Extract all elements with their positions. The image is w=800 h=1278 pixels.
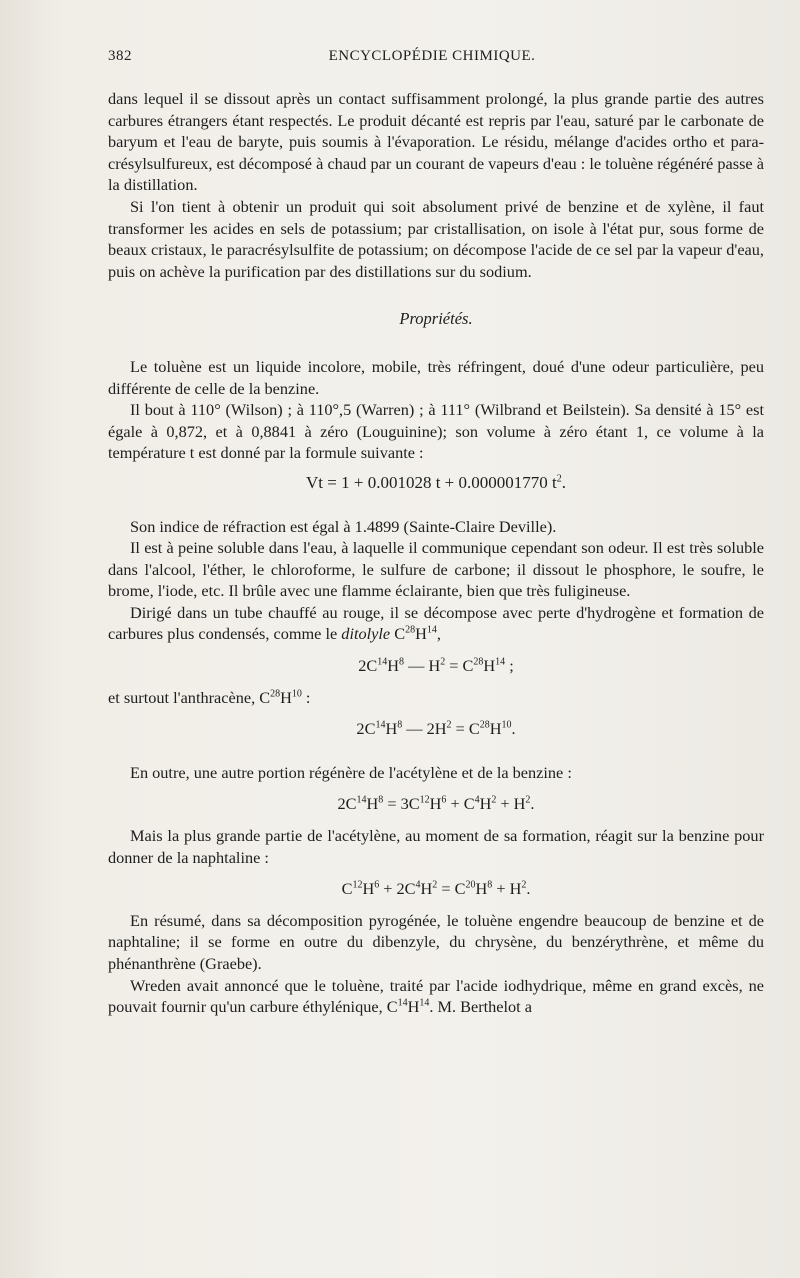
page-body bbox=[108, 88, 764, 1018]
paragraph-naphtaline: Mais la plus grande partie de l'acétylène, au moment de sa formation, réagit sur la benzine pour donner de la naphtaline : bbox=[108, 826, 764, 867]
page-number: 382 bbox=[108, 48, 132, 64]
formula-acetylene: $2C^{14}H^8 = 3C^{12}H^6 + C^4H^2 + H^2$. bbox=[337, 794, 535, 814]
formula-anthracene: $2C^{14}H^8$ — $2H^2 = C^{28}H^{10}$. bbox=[356, 719, 516, 739]
running-title: ENCYCLOPÉDIE CHIMIQUE. bbox=[328, 48, 536, 64]
paragraph-decomposition: Dirigé dans un tube chauffé au rouge, il se décompose avec perte d'hydrogène et formation de carbures plus condensés, comme le ditolyle $C^{28}H^{14}$, bbox=[108, 602, 764, 644]
paragraph-wreden: Wreden avait annoncé que le toluène, traité par l'acide iodhydrique, même en grand excès, ne pouvait fournir qu'un carbure éthylénique, $C^{14}H^{14}$. M. Berthelot a bbox=[108, 975, 764, 1017]
paragraph-description: Le toluène est un liquide incolore, mobile, très réfringent, doué d'une odeur particulière, peu différente de celle de la benzine. bbox=[108, 356, 764, 398]
formula-volume: Vt = 1 + 0.001028 t + 0.000001770 $t^2$. bbox=[306, 472, 566, 492]
paragraph-anthracene: et surtout l'anthracène, $C^{28}H^{10}$ : bbox=[108, 687, 311, 707]
section-title: Propriétés. bbox=[399, 309, 473, 329]
paragraph-acetylene: En outre, une autre portion régénère de l'acétylène et de la benzine : bbox=[130, 762, 572, 782]
formula-naphtaline: $C^{12}H^6 + 2C^4H^2 = C^{20}H^8 + H^2$. bbox=[341, 879, 531, 899]
paragraph-refraction: Son indice de réfraction est égal à 1.4899 (Sainte-Claire Deville). bbox=[130, 516, 557, 536]
paragraph-pure-product: Si l'on tient à obtenir un produit qui soit absolument privé de benzine et de xylène, il faut transformer les acides en sels de potassium; par cristallisation, on isole à l'état pur, sous forme de beaux cristaux, le paracrésylsulfite de potassium; on décompose l'acide de ce sel par la vapeur d'eau, puis on achève la purification par des distillations sur du sodium. bbox=[108, 196, 764, 281]
page-header bbox=[108, 48, 756, 74]
paragraph-summary: En résumé, dans sa décomposition pyrogénée, le toluène engendre beaucoup de benzine et de naphtaline; il se forme en outre du dibenzyle, du chrysène, du benzérythrène, et même du phénanthrène (Graebe). bbox=[108, 910, 764, 973]
paragraph-purification: dans lequel il se dissout après un contact suffisamment prolongé, la plus grande partie des autres carbures étrangers étant respectés. Le produit décanté est repris par l'eau, saturé par le carbonate de baryum et l'eau de baryte, puis soumis à l'évaporation. Le résidu, mélange d'acides ortho et para-crésylsulfureux, est décomposé à chaud par un courant de vapeurs d'eau : le toluène régénéré passe à la distillation. bbox=[108, 89, 764, 195]
paragraph-solubility: Il est à peine soluble dans l'eau, à laquelle il communique cependant son odeur. Il est très soluble dans l'alcool, l'éther, le chloroforme, le sulfure de carbone; il dissout le phosphore, le soufre, le brome, l'iode, etc. Il brûle avec une flamme éclairante, bien que très fuligineuse. bbox=[108, 538, 764, 601]
paragraph-boiling-density: Il bout à 110° (Wilson) ; à 110°,5 (Warren) ; à 111° (Wilbrand et Beilstein). Sa densité à 15° est égale à 0,872, et à 0,8841 à zéro (Louguinine); son volume à zéro étant 1, ce volume à la température t est donné par la formule suivante : bbox=[108, 400, 764, 463]
formula-ditolyle: $2C^{14}H^8$ — $H^2 = C^{28}H^{14}$ ; bbox=[358, 656, 514, 676]
